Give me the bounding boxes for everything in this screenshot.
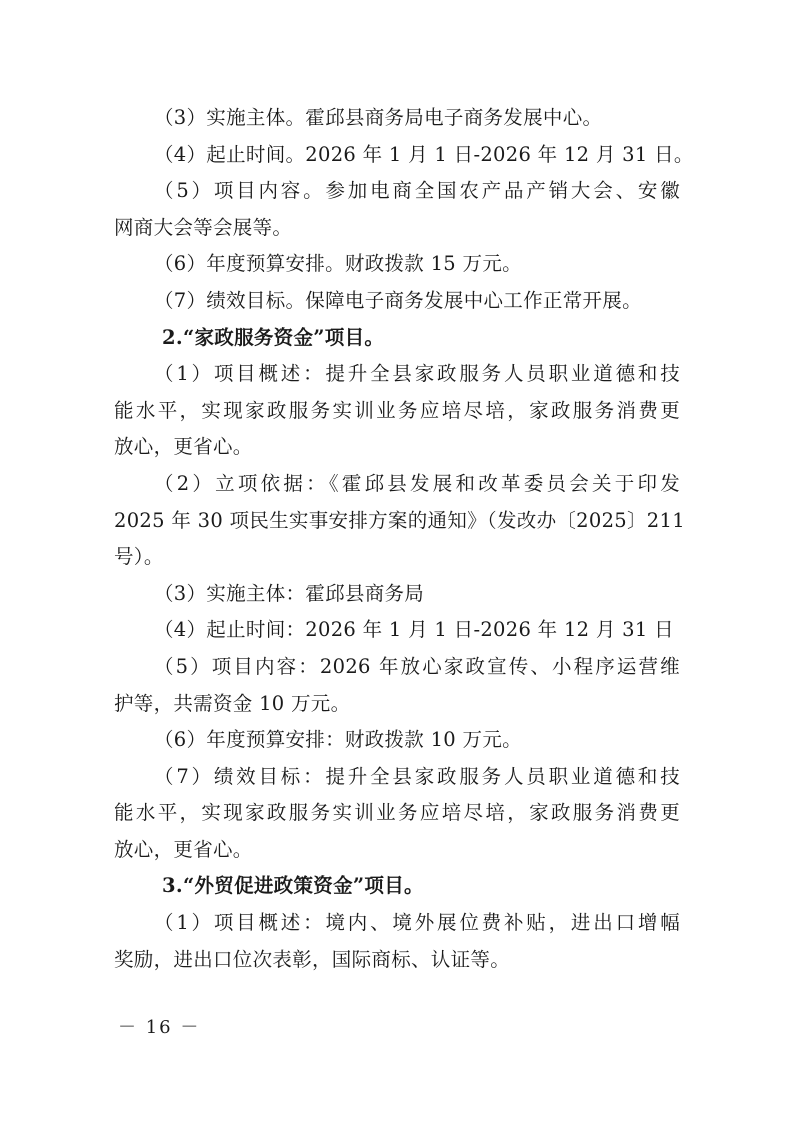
text-line: （1）项目概述：境内、境外展位费补贴，进出口增幅 [154,911,680,935]
text-line: 能水平，实现家政服务实训业务应培尽培，家政服务消费更 [114,801,680,825]
text-line: 奖励，进出口位次表彰，国际商标、认证等。 [114,947,511,971]
section-heading: 2.“家政服务资金”项目。 [162,325,385,349]
section-heading: 3.“外贸促进政策资金”项目。 [162,874,424,898]
text-line: （6）年度预算安排：财政拨款 10 万元。 [154,728,522,752]
text-line: 2025 年 30 项民生实事安排方案的通知》（发改办〔2025〕211 [114,508,685,532]
text-line: （4）起止时间。2026 年 1 月 1 日-2026 年 12 月 31 日。 [154,142,694,166]
text-line: 号）。 [114,545,164,569]
text-line: 能水平，实现家政服务实训业务应培尽培，家政服务消费更 [114,398,680,422]
text-line: （7）绩效目标：提升全县家政服务人员职业道德和技 [154,764,680,788]
text-line: 放心，更省心。 [114,837,253,861]
text-line: （3）实施主体。霍邱县商务局电子商务发展中心。 [154,106,603,129]
text-line: （7）绩效目标。保障电子商务发展中心工作正常开展。 [154,288,642,312]
text-line: （1）项目概述：提升全县家政服务人员职业道德和技 [154,362,680,386]
text-line: （5）项目内容：2026 年放心家政宣传、小程序运营维 [154,654,680,678]
text-line: （4）起止时间：2026 年 1 月 1 日-2026 年 12 月 31 日 [154,618,674,642]
text-line: （3）实施主体：霍邱县商务局 [154,581,425,605]
text-line: 护等，共需资金 10 万元。 [114,691,351,715]
text-line: （5）项目内容。参加电商全国农产品产销大会、安徽 [154,179,680,203]
text-line: （2）立项依据：《霍邱县发展和改革委员会关于印发 [154,471,680,495]
text-line: 网商大会等会展等。 [114,215,293,239]
page-number: － 16 － [118,1017,201,1038]
text-line: 放心，更省心。 [114,435,253,459]
text-line: （6）年度预算安排。财政拨款 15 万元。 [154,252,522,276]
document-body [114,100,694,978]
